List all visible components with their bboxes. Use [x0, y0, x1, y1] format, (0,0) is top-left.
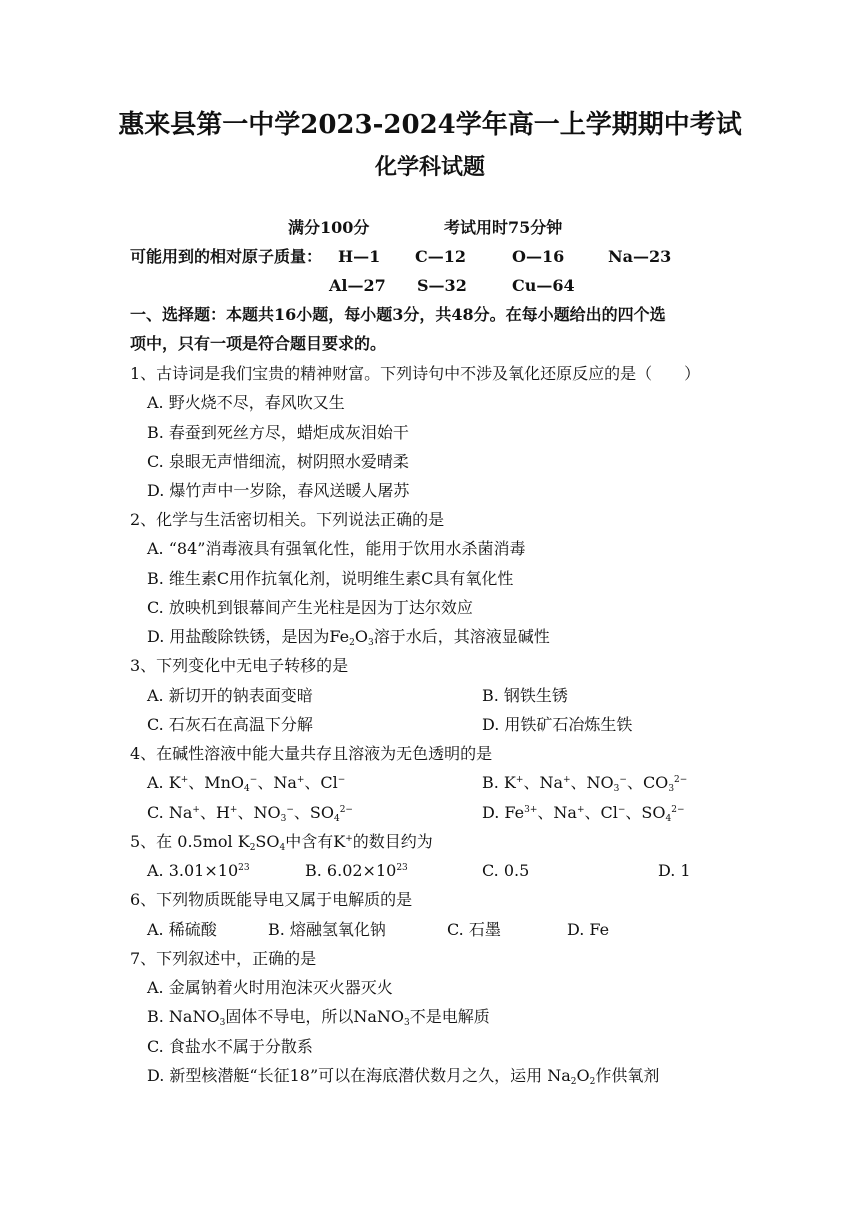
question-4-option-d: D. $Fe^{3+}$、Na+、Cl−、$SO_4^{2-}$ [482, 803, 685, 824]
exam-title: 惠来县第一中学2023-2024学年高一上学期期中考试 [118, 110, 742, 140]
full-score: 满分100分 [288, 218, 370, 237]
section-heading-line1: 一、选择题：本题共16小题，每小题3分，共48分。在每小题给出的四个选 [130, 305, 666, 324]
question-7-stem: 7、下列叙述中，正确的是 [130, 949, 317, 968]
question-3-option-a: A. 新切开的钠表面变暗 [147, 686, 313, 705]
question-5-option-c: C. 0.5 [482, 861, 530, 880]
time-limit: 考试用时75分钟 [444, 218, 563, 237]
mass-na: Na—23 [608, 247, 672, 266]
question-2-option-a: A. “84”消毒液具有强氧化性，能用于饮用水杀菌消毒 [147, 539, 526, 558]
question-1-option-b: B. 春蚕到死丝方尽，蜡炬成灰泪始干 [147, 423, 409, 442]
question-1-option-a: A. 野火烧不尽，春风吹又生 [147, 393, 345, 412]
mass-h: H—1 [338, 247, 381, 266]
question-4-option-a: A. K+、MnO$_4$−、Na+、Cl− [147, 773, 346, 794]
mass-al: Al—27 [329, 276, 386, 295]
question-6-option-d: D. Fe [567, 920, 610, 939]
question-5-option-a: A. $3.01\times 10^{23}$ [147, 861, 250, 880]
question-3-option-b: B. 钢铁生锈 [482, 686, 568, 705]
atomic-mass-label: 可能用到的相对原子质量： [130, 247, 323, 266]
question-1-option-c: C. 泉眼无声惜细流，树阴照水爱晴柔 [147, 452, 409, 471]
question-3-stem: 3、下列变化中无电子转移的是 [130, 656, 349, 675]
question-5-stem: 5、在 0.5mol $K_2SO_4$中含有K+的数目约为 [130, 832, 433, 853]
question-3-option-c: C. 石灰石在高温下分解 [147, 715, 313, 734]
question-1-stem: 1、古诗词是我们宝贵的精神财富。下列诗句中不涉及氧化还原反应的是（ ） [130, 364, 701, 383]
question-6-option-c: C. 石墨 [447, 920, 501, 939]
question-6-stem: 6、下列物质既能导电又属于电解质的是 [130, 890, 413, 909]
question-1-option-d: D. 爆竹声中一岁除，春风送暖人屠苏 [147, 481, 410, 500]
question-4-stem: 4、在碱性溶液中能大量共存且溶液为无色透明的是 [130, 744, 493, 763]
question-4-option-c: C. Na+、H+、$NO_3^-$、$SO_4^{2-}$ [147, 803, 353, 824]
mass-cu: Cu—64 [512, 276, 575, 295]
question-2-option-b: B. 维生素C用作抗氧化剂，说明维生素C具有氧化性 [147, 569, 514, 588]
question-2-option-c: C. 放映机到银幕间产生光柱是因为丁达尔效应 [147, 598, 473, 617]
question-5-option-d: D. 1 [658, 861, 691, 880]
question-2-stem: 2、化学与生活密切相关。下列说法正确的是 [130, 510, 445, 529]
question-7-option-c: C. 食盐水不属于分散系 [147, 1037, 313, 1056]
question-7-option-d: D. 新型核潜艇“长征18”可以在海底潜伏数月之久，运用 $Na_2O_2$作供氧剂 [147, 1066, 660, 1087]
mass-o: O—16 [512, 247, 565, 266]
question-7-option-b: B. NaNO$_3$固体不导电，所以NaNO$_3$不是电解质 [147, 1007, 490, 1028]
exam-subtitle: 化学科试题 [374, 154, 485, 180]
section-heading-line2: 项中，只有一项是符合题目要求的。 [130, 334, 387, 353]
mass-c: C—12 [415, 247, 466, 266]
question-2-option-d: D. 用盐酸除铁锈，是因为$Fe_2O_3$溶于水后，其溶液显碱性 [147, 627, 550, 648]
question-6-option-a: A. 稀硫酸 [147, 920, 217, 939]
question-4-option-b: B. K+、Na+、$NO_3^-$、$CO_3^{2-}$ [482, 773, 688, 794]
question-5-option-b: B. $6.02\times 10^{23}$ [305, 861, 408, 880]
question-7-option-a: A. 金属钠着火时用泡沫灭火器灭火 [147, 978, 393, 997]
question-3-option-d: D. 用铁矿石冶炼生铁 [482, 715, 633, 734]
question-6-option-b: B. 熔融氢氧化钠 [268, 920, 386, 939]
mass-s: S—32 [417, 276, 467, 295]
